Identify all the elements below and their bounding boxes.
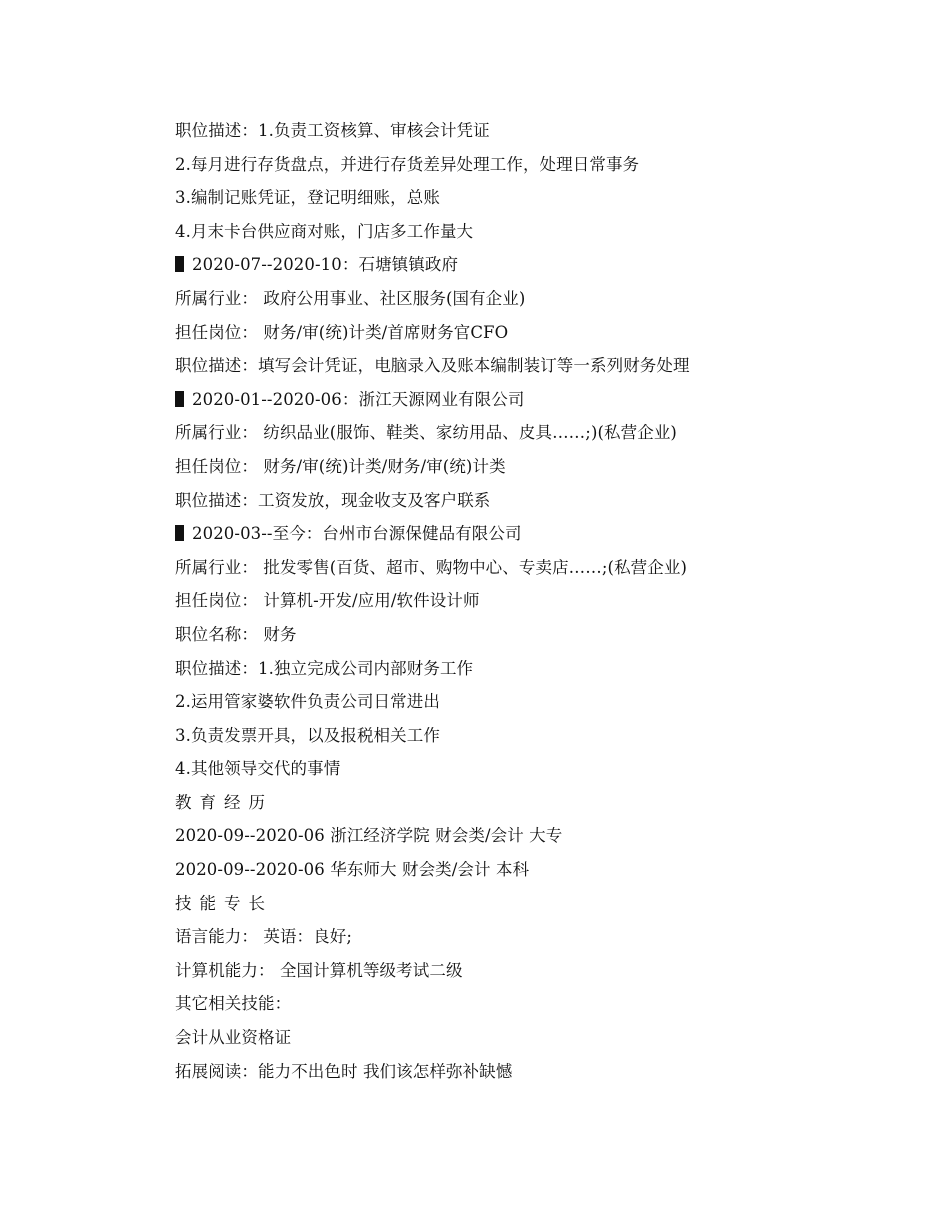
- job-description-item: 2.每月进行存货盘点，并进行存货差异处理工作，处理日常事务: [175, 154, 640, 174]
- computer-skill-line: 计算机能力： 全国计算机等级考试二级: [175, 960, 463, 980]
- job-entry-title: 2020-01--2020-06：浙江天源网业有限公司: [192, 389, 525, 409]
- square-bullet-icon: [175, 391, 184, 407]
- job-description-item: 4.月末卡台供应商对账，门店多工作量大: [175, 221, 474, 241]
- job-entry-title: 2020-03--至今：台州市台源保健品有限公司: [192, 524, 522, 544]
- job-description-item: 3.编制记账凭证，登记明细账，总账: [175, 188, 440, 208]
- position-line: 担任岗位： 财务/审(统)计类/财务/审(统)计类: [175, 456, 506, 476]
- industry-line: 所属行业： 纺织品业(服饰、鞋类、家纺用品、皮具……;)(私营企业): [175, 423, 677, 443]
- education-entry: 2020-09--2020-06 浙江经济学院 财会类/会计 大专: [175, 826, 563, 846]
- education-entry: 2020-09--2020-06 华东师大 财会类/会计 本科: [175, 860, 530, 880]
- job-title-line: 职位名称： 财务: [175, 624, 297, 644]
- job-entry-header: [175, 383, 895, 417]
- language-skill-line: 语言能力： 英语：良好;: [175, 927, 353, 947]
- industry-line: 所属行业： 批发零售(百货、超市、购物中心、专卖店……;(私营企业): [175, 557, 688, 577]
- job-description-line: 职位描述：1.独立完成公司内部财务工作: [175, 658, 474, 678]
- job-description-item: 4.其他领导交代的事情: [175, 759, 341, 779]
- industry-line: 所属行业： 政府公用事业、社区服务(国有企业): [175, 288, 526, 308]
- job-description-item: 2.运用管家婆软件负责公司日常进出: [175, 692, 440, 712]
- job-entry-header: [175, 517, 895, 551]
- square-bullet-icon: [175, 525, 184, 541]
- education-heading: 教育经历: [175, 792, 273, 812]
- resume-document: [175, 114, 895, 1088]
- further-reading-line: 拓展阅读：能力不出色时 我们该怎样弥补缺憾: [175, 1061, 513, 1081]
- job-entry-header: [175, 248, 895, 282]
- job-description-line: 职位描述：填写会计凭证，电脑录入及账本编制装订等一系列财务处理: [175, 356, 690, 376]
- other-skills-label: 其它相关技能：: [175, 994, 292, 1014]
- job-description-line: 职位描述：工资发放，现金收支及客户联系: [175, 490, 491, 510]
- job-description-line: 职位描述：1.负责工资核算、审核会计凭证: [175, 121, 490, 140]
- job-entry-title: 2020-07--2020-10：石塘镇镇政府: [192, 255, 459, 275]
- certificate-line: 会计从业资格证: [175, 1028, 292, 1048]
- job-description-item: 3.负责发票开具，以及报税相关工作: [175, 725, 440, 745]
- skills-heading: 技能专长: [175, 893, 273, 913]
- square-bullet-icon: [175, 256, 184, 272]
- position-line: 担任岗位： 计算机-开发/应用/软件设计师: [175, 591, 480, 611]
- position-line: 担任岗位： 财务/审(统)计类/首席财务官CFO: [175, 322, 509, 342]
